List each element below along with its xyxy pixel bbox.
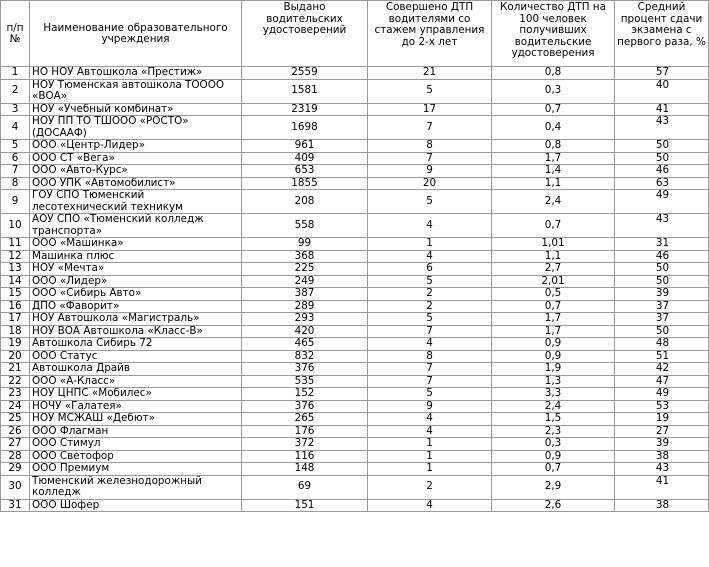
accidents-count: 4 — [368, 338, 492, 351]
row-number: 7 — [1, 165, 30, 178]
licenses-issued: 376 — [242, 400, 368, 413]
accidents-count: 2 — [368, 288, 492, 301]
accidents-per-100: 1,7 — [492, 313, 615, 326]
accidents-per-100: 1,1 — [492, 177, 615, 190]
row-number: 2 — [1, 79, 30, 103]
row-number: 31 — [1, 499, 30, 512]
pass-rate: 57 — [615, 67, 709, 80]
accidents-count: 2 — [368, 475, 492, 499]
pass-rate: 38 — [615, 450, 709, 463]
row-number: 20 — [1, 350, 30, 363]
row-number: 16 — [1, 300, 30, 313]
pass-rate: 51 — [615, 350, 709, 363]
pass-rate: 43 — [615, 463, 709, 476]
accidents-count: 20 — [368, 177, 492, 190]
licenses-issued: 1855 — [242, 177, 368, 190]
institution-name: НОУ «Мечта» — [30, 263, 242, 276]
pass-rate: 53 — [615, 400, 709, 413]
row-number: 27 — [1, 438, 30, 451]
accidents-per-100: 2,3 — [492, 425, 615, 438]
row-number: 10 — [1, 214, 30, 238]
row-number: 13 — [1, 263, 30, 276]
table-row — [1, 400, 709, 413]
accidents-per-100: 1,1 — [492, 250, 615, 263]
accidents-per-100: 2,4 — [492, 190, 615, 214]
accidents-per-100: 0,9 — [492, 338, 615, 351]
licenses-issued: 2319 — [242, 103, 368, 116]
accidents-count: 6 — [368, 263, 492, 276]
accidents-per-100: 3,3 — [492, 388, 615, 401]
header-pass-rate: Средний процент сдачи экзамена с первого раза, % — [615, 1, 709, 67]
table-row — [1, 275, 709, 288]
institution-name: Машинка плюс — [30, 250, 242, 263]
pass-rate: 43 — [615, 116, 709, 140]
accidents-per-100: 0,7 — [492, 463, 615, 476]
institution-name: ГОУ СПО Тюменский лесотехнический техникум — [30, 190, 242, 214]
table-row — [1, 250, 709, 263]
row-number: 23 — [1, 388, 30, 401]
table-row — [1, 190, 709, 214]
accidents-count: 21 — [368, 67, 492, 80]
institution-name: Автошкола Драйв — [30, 363, 242, 376]
table-row — [1, 263, 709, 276]
institution-name: Автошкола Сибирь 72 — [30, 338, 242, 351]
licenses-issued: 387 — [242, 288, 368, 301]
accidents-per-100: 0,4 — [492, 116, 615, 140]
accidents-per-100: 0,3 — [492, 79, 615, 103]
row-number: 26 — [1, 425, 30, 438]
table-row — [1, 438, 709, 451]
institution-name: ООО Стимул — [30, 438, 242, 451]
table-row — [1, 425, 709, 438]
accidents-count: 5 — [368, 313, 492, 326]
accidents-count: 7 — [368, 152, 492, 165]
licenses-issued: 176 — [242, 425, 368, 438]
pass-rate: 47 — [615, 375, 709, 388]
accidents-per-100: 1,7 — [492, 152, 615, 165]
row-number: 29 — [1, 463, 30, 476]
accidents-per-100: 0,7 — [492, 300, 615, 313]
institution-name: Тюменский железнодорожный колледж — [30, 475, 242, 499]
table-header-row — [1, 1, 709, 67]
row-number: 6 — [1, 152, 30, 165]
institution-name: ООО Статус — [30, 350, 242, 363]
row-number: 22 — [1, 375, 30, 388]
licenses-issued: 69 — [242, 475, 368, 499]
licenses-issued: 1581 — [242, 79, 368, 103]
institution-name: ООО «А-Класс» — [30, 375, 242, 388]
table-row — [1, 152, 709, 165]
accidents-per-100: 0,8 — [492, 140, 615, 153]
table-row — [1, 177, 709, 190]
accidents-count: 5 — [368, 275, 492, 288]
table-row — [1, 463, 709, 476]
institution-name: АОУ СПО «Тюменский колледж транспорта» — [30, 214, 242, 238]
accidents-count: 1 — [368, 438, 492, 451]
accidents-per-100: 1,3 — [492, 375, 615, 388]
institution-name: ООО «Лидер» — [30, 275, 242, 288]
table-row — [1, 475, 709, 499]
pass-rate: 43 — [615, 214, 709, 238]
accidents-per-100: 2,4 — [492, 400, 615, 413]
table-row — [1, 499, 709, 512]
pass-rate: 19 — [615, 413, 709, 426]
licenses-issued: 1698 — [242, 116, 368, 140]
accidents-count: 7 — [368, 116, 492, 140]
pass-rate: 50 — [615, 325, 709, 338]
row-number: 5 — [1, 140, 30, 153]
pass-rate: 50 — [615, 140, 709, 153]
pass-rate: 46 — [615, 250, 709, 263]
accidents-count: 4 — [368, 499, 492, 512]
row-number: 28 — [1, 450, 30, 463]
table-row — [1, 350, 709, 363]
row-number: 19 — [1, 338, 30, 351]
pass-rate: 49 — [615, 388, 709, 401]
licenses-issued: 653 — [242, 165, 368, 178]
table-row — [1, 140, 709, 153]
row-number: 8 — [1, 177, 30, 190]
institution-name: ООО УПК «Автомобилист» — [30, 177, 242, 190]
accidents-per-100: 0,7 — [492, 214, 615, 238]
accidents-count: 2 — [368, 300, 492, 313]
row-number: 1 — [1, 67, 30, 80]
pass-rate: 38 — [615, 499, 709, 512]
row-number: 4 — [1, 116, 30, 140]
accidents-count: 7 — [368, 325, 492, 338]
pass-rate: 42 — [615, 363, 709, 376]
accidents-per-100: 0,5 — [492, 288, 615, 301]
licenses-issued: 289 — [242, 300, 368, 313]
row-number: 30 — [1, 475, 30, 499]
accidents-count: 4 — [368, 413, 492, 426]
pass-rate: 39 — [615, 288, 709, 301]
licenses-issued: 151 — [242, 499, 368, 512]
accidents-count: 7 — [368, 375, 492, 388]
licenses-issued: 208 — [242, 190, 368, 214]
table-row — [1, 388, 709, 401]
pass-rate: 41 — [615, 475, 709, 499]
accidents-per-100: 0,8 — [492, 67, 615, 80]
accidents-per-100: 1,4 — [492, 165, 615, 178]
table-row — [1, 313, 709, 326]
accidents-count: 5 — [368, 388, 492, 401]
row-number: 14 — [1, 275, 30, 288]
institution-name: ООО «Сибирь Авто» — [30, 288, 242, 301]
institution-name: ООО Флагман — [30, 425, 242, 438]
licenses-issued: 376 — [242, 363, 368, 376]
licenses-issued: 116 — [242, 450, 368, 463]
accidents-per-100: 1,7 — [492, 325, 615, 338]
accidents-count: 9 — [368, 165, 492, 178]
row-number: 18 — [1, 325, 30, 338]
accidents-count: 17 — [368, 103, 492, 116]
pass-rate: 50 — [615, 275, 709, 288]
table-row — [1, 214, 709, 238]
table-row — [1, 79, 709, 103]
accidents-count: 4 — [368, 250, 492, 263]
licenses-issued: 465 — [242, 338, 368, 351]
licenses-issued: 832 — [242, 350, 368, 363]
accidents-per-100: 1,9 — [492, 363, 615, 376]
pass-rate: 48 — [615, 338, 709, 351]
pass-rate: 40 — [615, 79, 709, 103]
institution-name: НОЧУ «Галатея» — [30, 400, 242, 413]
licenses-issued: 152 — [242, 388, 368, 401]
row-number: 24 — [1, 400, 30, 413]
licenses-issued: 420 — [242, 325, 368, 338]
header-institution-name: Наименование образовательного учреждения — [30, 1, 242, 67]
table-row — [1, 450, 709, 463]
licenses-issued: 265 — [242, 413, 368, 426]
accidents-count: 5 — [368, 79, 492, 103]
licenses-issued: 372 — [242, 438, 368, 451]
accidents-count: 9 — [368, 400, 492, 413]
institution-name: ООО Премиум — [30, 463, 242, 476]
accidents-per-100: 2,7 — [492, 263, 615, 276]
row-number: 12 — [1, 250, 30, 263]
institution-name: ООО «Центр-Лидер» — [30, 140, 242, 153]
institution-name: НОУ ПП ТО ТШООО «РОСТО» (ДОСААФ) — [30, 116, 242, 140]
licenses-issued: 368 — [242, 250, 368, 263]
pass-rate: 41 — [615, 103, 709, 116]
table-row — [1, 338, 709, 351]
accidents-count: 8 — [368, 350, 492, 363]
row-number: 11 — [1, 238, 30, 251]
institution-name: ООО Светофор — [30, 450, 242, 463]
licenses-issued: 409 — [242, 152, 368, 165]
accidents-count: 5 — [368, 190, 492, 214]
pass-rate: 37 — [615, 313, 709, 326]
accidents-count: 4 — [368, 214, 492, 238]
institution-name: НОУ «Учебный комбинат» — [30, 103, 242, 116]
accidents-per-100: 2,01 — [492, 275, 615, 288]
accidents-count: 1 — [368, 463, 492, 476]
table-row — [1, 363, 709, 376]
row-number: 25 — [1, 413, 30, 426]
header-accidents-per-100: Количество ДТП на 100 человек получивших водительские удостоверения — [492, 1, 615, 67]
licenses-issued: 961 — [242, 140, 368, 153]
table-row — [1, 288, 709, 301]
accidents-per-100: 0,9 — [492, 450, 615, 463]
institution-name: ООО Шофер — [30, 499, 242, 512]
table-body — [1, 67, 709, 512]
accidents-per-100: 1,5 — [492, 413, 615, 426]
institution-name: НОУ Автошкола «Магистраль» — [30, 313, 242, 326]
institution-name: ООО «Авто-Курс» — [30, 165, 242, 178]
institution-name: НОУ ВОА Автошкола «Класс-В» — [30, 325, 242, 338]
accidents-per-100: 2,6 — [492, 499, 615, 512]
pass-rate: 46 — [615, 165, 709, 178]
accidents-count: 1 — [368, 238, 492, 251]
pass-rate: 31 — [615, 238, 709, 251]
pass-rate: 63 — [615, 177, 709, 190]
pass-rate: 49 — [615, 190, 709, 214]
institution-name: ООО СТ «Вега» — [30, 152, 242, 165]
table-row — [1, 300, 709, 313]
licenses-issued: 535 — [242, 375, 368, 388]
accidents-per-100: 0,7 — [492, 103, 615, 116]
licenses-issued: 225 — [242, 263, 368, 276]
header-accidents: Совершено ДТП водителями со стажем управления до 2-х лет — [368, 1, 492, 67]
row-number: 17 — [1, 313, 30, 326]
table-row — [1, 325, 709, 338]
institution-name: НОУ Тюменская автошкола ТОООО «ВОА» — [30, 79, 242, 103]
pass-rate: 50 — [615, 152, 709, 165]
header-number: п/п № — [1, 1, 30, 67]
licenses-issued: 293 — [242, 313, 368, 326]
table-row — [1, 116, 709, 140]
accidents-per-100: 0,9 — [492, 350, 615, 363]
licenses-issued: 249 — [242, 275, 368, 288]
licenses-issued: 148 — [242, 463, 368, 476]
pass-rate: 39 — [615, 438, 709, 451]
table-row — [1, 375, 709, 388]
licenses-issued: 2559 — [242, 67, 368, 80]
accidents-count: 1 — [368, 450, 492, 463]
header-licenses-issued: Выдано водительских удостоверений — [242, 1, 368, 67]
row-number: 9 — [1, 190, 30, 214]
pass-rate: 27 — [615, 425, 709, 438]
table-row — [1, 103, 709, 116]
licenses-issued: 558 — [242, 214, 368, 238]
accidents-per-100: 2,9 — [492, 475, 615, 499]
licenses-issued: 99 — [242, 238, 368, 251]
institution-name: НО НОУ Автошкола «Престиж» — [30, 67, 242, 80]
pass-rate: 37 — [615, 300, 709, 313]
table-row — [1, 67, 709, 80]
accidents-per-100: 0,3 — [492, 438, 615, 451]
accidents-per-100: 1,01 — [492, 238, 615, 251]
institution-name: ООО «Машинка» — [30, 238, 242, 251]
row-number: 3 — [1, 103, 30, 116]
row-number: 15 — [1, 288, 30, 301]
table-row — [1, 238, 709, 251]
accidents-count: 4 — [368, 425, 492, 438]
pass-rate: 50 — [615, 263, 709, 276]
institution-name: ДПО «Фаворит» — [30, 300, 242, 313]
institution-name: НОУ ЦНПС «Мобилес» — [30, 388, 242, 401]
table-row — [1, 413, 709, 426]
table-row — [1, 165, 709, 178]
institution-name: НОУ МСЖАШ «Дебют» — [30, 413, 242, 426]
accidents-count: 8 — [368, 140, 492, 153]
row-number: 21 — [1, 363, 30, 376]
accidents-count: 7 — [368, 363, 492, 376]
